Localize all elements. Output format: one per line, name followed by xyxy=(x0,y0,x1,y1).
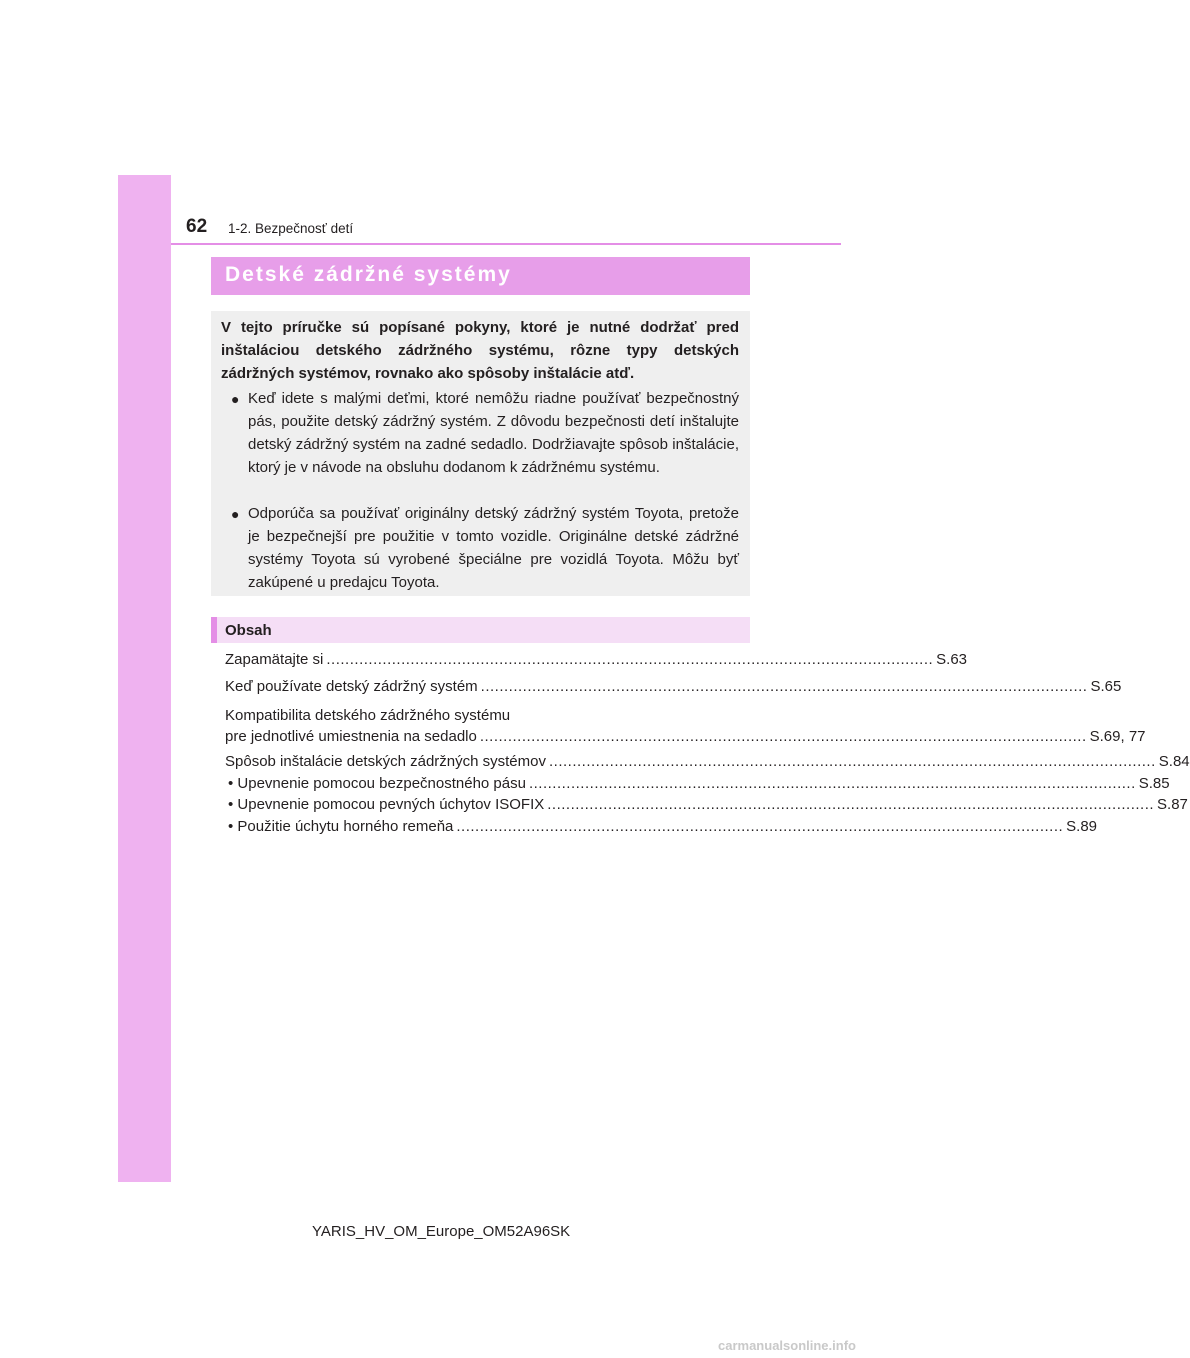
document-code: YARIS_HV_OM_Europe_OM52A96SK xyxy=(312,1223,571,1240)
intro-bullet-text: Keď idete s malými deťmi, ktoré nemôžu riadne používať bezpečnostný pás, použite detský zádržný systém. Z dôvodu bezpečnosti detí inštalujte detský zádržný systém na zadné sedadlo. Dodržiavajte spôsob inštalácie, ktorý je v návode na obsluhu dodanom k zádržnému systému. xyxy=(248,390,739,476)
toc-page-ref: S.69, 77 xyxy=(1089,728,1146,745)
toc-entry-text: Zapamätajte si xyxy=(225,651,324,668)
toc-leader-dots: .................................................................................................................................. xyxy=(326,651,934,668)
toc-page-ref: S.63 xyxy=(936,651,968,668)
contents-header xyxy=(211,617,750,643)
section-title: 1-2. Bezpečnosť detí xyxy=(228,221,354,236)
toc-page-ref: S.87 xyxy=(1157,796,1188,813)
toc-entry-text: • Upevnenie pomocou bezpečnostného pásu xyxy=(228,775,526,792)
toc-entry-text: Spôsob inštalácie detských zádržných systémov xyxy=(225,753,546,770)
intro-lead-text: V tejto príručke sú popísané pokyny, ktoré je nutné dodržať pred inštaláciou detského zádržného systému, rôzne typy detských zádržných systémov, rovnako ako spôsoby inštalácie atď. xyxy=(221,319,739,382)
header-divider xyxy=(171,243,841,245)
toc-entry-text: pre jednotlivé umiestnenia na sedadlo xyxy=(225,728,477,745)
intro-bullet-text: Odporúča sa používať originálny detský zádržný systém Toyota, pretože je bezpečnejší pre použitie v tomto vozidle. Originálne detské zádržné systémy Toyota sú vyrobené špeciálne pre vozidlá Toyota. Môžu byť zakúpené u predajcu Toyota. xyxy=(248,505,739,591)
toc-page-ref: S.89 xyxy=(1066,818,1098,835)
toc-entry-text: Keď používate detský zádržný systém xyxy=(225,678,478,695)
toc-entry[interactable] xyxy=(225,678,1122,696)
toc-page-ref: S.84 xyxy=(1158,753,1190,770)
toc-entry-text: • Upevnenie pomocou pevných úchytov ISOFIX xyxy=(228,796,545,813)
toc-subentry[interactable] xyxy=(228,796,1188,814)
toc-subentry[interactable] xyxy=(228,775,1170,793)
intro-bullet xyxy=(231,502,739,594)
toc-entry-text: Kompatibilita detského zádržného systému xyxy=(225,707,511,724)
toc-subentry[interactable] xyxy=(228,818,1098,836)
contents-accent xyxy=(211,617,217,643)
intro-bullet xyxy=(231,387,739,479)
bullet-dot-icon: ● xyxy=(231,391,240,407)
toc-entry[interactable] xyxy=(225,753,1190,771)
toc-leader-dots: .................................................................................................................................. xyxy=(547,796,1155,813)
toc-entry-text: • Použitie úchytu horného remeňa xyxy=(228,818,454,835)
toc-leader-dots: .................................................................................................................................. xyxy=(480,678,1088,695)
side-tab-band xyxy=(118,175,171,1182)
toc-page-ref: S.65 xyxy=(1090,678,1122,695)
toc-leader-dots: .................................................................................................................................. xyxy=(456,818,1064,835)
page-number: 62 xyxy=(186,216,208,237)
bullet-dot-icon: ● xyxy=(231,506,240,522)
toc-leader-dots: .................................................................................................................................. xyxy=(548,753,1156,770)
toc-leader-dots: .................................................................................................................................. xyxy=(528,775,1136,792)
site-watermark: carmanualsonline.info xyxy=(718,1338,856,1353)
toc-entry[interactable] xyxy=(225,651,968,669)
toc-leader-dots: .................................................................................................................................. xyxy=(479,728,1087,745)
contents-label: Obsah xyxy=(225,622,272,639)
toc-entry[interactable] xyxy=(225,705,1146,747)
toc-page-ref: S.85 xyxy=(1138,775,1170,792)
intro-box xyxy=(211,311,750,596)
chapter-title: Detské zádržné systémy xyxy=(225,263,512,286)
chapter-title-bar xyxy=(211,257,750,295)
